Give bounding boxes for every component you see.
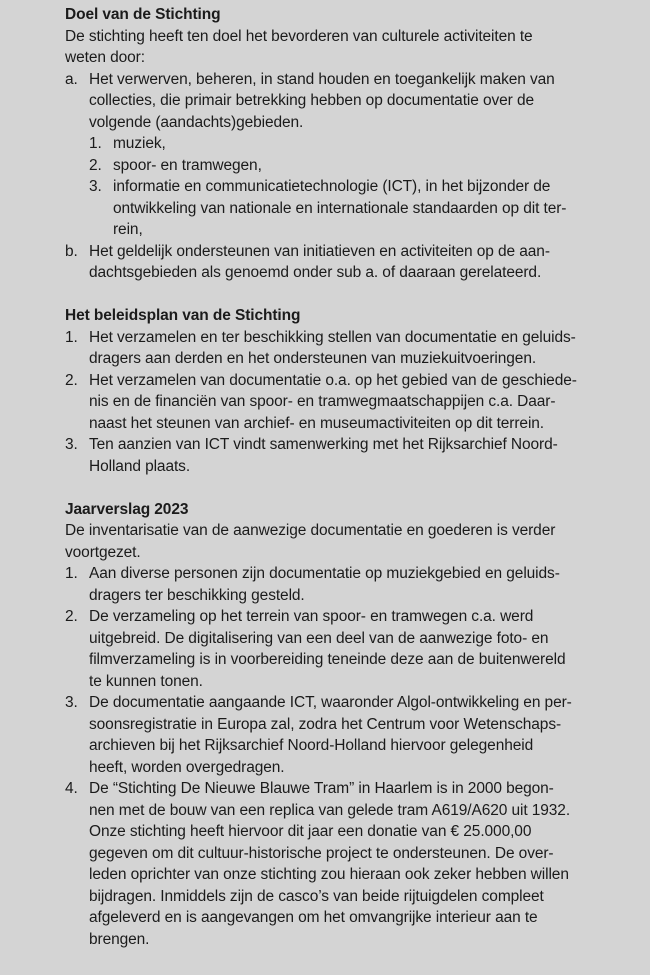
list-item-2 [65,370,612,435]
text-line: Aan diverse personen zijn documentatie op muziekgebied en geluids- [89,565,560,582]
text-line: afgeleverd en is aangevangen om het omvangrijke interieur aan te [89,909,538,926]
text-line: Het verzamelen van documentatie o.a. op het gebied van de geschiede- [89,371,577,389]
list-marker: 1. [65,565,78,582]
text-line: Het verzamelen en ter beschikking stellen van documentatie en geluids- [89,328,576,346]
list-marker: 1. [89,135,102,152]
list-item-body [89,692,612,778]
list-item-body [89,370,612,435]
text-line: Het verwerven, beheren, in stand houden en toegankelijk maken van [89,70,555,88]
list-item-1 [65,327,612,370]
list-marker: b. [65,242,78,260]
list-item-3 [65,434,612,477]
list-marker: 3. [65,694,78,711]
list-item-body [113,176,612,241]
text-line: brengen. [89,930,150,948]
text-line: uitgebreid. De digitalisering van een deel van de aanwezige foto- en [89,629,549,647]
text-line: De “Stichting De Nieuwe Blauwe Tram” in Haarlem is in 2000 begon- [89,780,554,797]
text-line: rein, [113,221,143,238]
text-line: dragers aan derden en het ondersteunen van muziekuitvoeringen. [89,350,537,367]
text-line: te kunnen tonen. [89,672,203,690]
section-heading: Doel van de Stichting [65,6,221,23]
list-item-body [89,69,612,134]
paragraph-line: voortgezet. [65,543,141,561]
list-marker: 2. [65,608,78,625]
section-doel-van-de-stichting [65,4,612,284]
text-line: spoor- en tramwegen, [113,156,262,174]
text-line: dragers ter beschikking gesteld. [89,586,305,604]
text-line: dachtsgebieden als genoemd onder sub a. of daaraan gerelateerd. [89,264,542,281]
list-item-b [65,241,612,284]
text-line: De documentatie aangaande ICT, waaronder Algol-ontwikkeling en per- [89,694,572,711]
text-line: Onze stichting heeft hiervoor dit jaar een donatie van € 25.000,00 [89,823,532,840]
list-marker: 3. [89,178,102,195]
paragraph-line: weten door: [65,49,145,66]
list-marker: 2. [89,156,102,174]
text-line: bijdragen. Inmiddels zijn de casco’s van beide rijtuigdelen compleet [89,887,544,905]
text-line: nis en de financiën van spoor- en tramwegmaatschappijen c.a. Daar- [89,393,556,410]
text-line: nen met de bouw van een replica van gelede tram A619/A620 uit 1932. [89,801,571,819]
text-line: soonsregistratie in Europa zal, zodra het Centrum voor Wetenschaps- [89,715,562,733]
list-marker: 1. [65,328,78,346]
text-line: filmverzameling is in voorbereiding teneinde deze aan de buitenwereld [89,651,566,668]
section-jaarverslag-2023 [65,499,612,951]
list-item-1 [65,563,612,606]
list-item-body [89,434,612,477]
section-heading: Jaarverslag 2023 [65,500,189,518]
text-line: naast het steunen van archief- en museumactiviteiten op dit terrein. [89,414,545,432]
list-item-body [89,241,612,284]
list-item-body [89,327,612,370]
text-line: ontwikkeling van nationale en internationale standaarden op dit ter- [113,199,567,217]
list-item-4 [65,778,612,950]
section-heading: Het beleidsplan van de Stichting [65,307,301,324]
text-line: volgende (aandachts)gebieden. [89,113,304,131]
text-line: Holland plaats. [89,457,191,475]
paragraph-line: De stichting heeft ten doel het bevorderen van culturele activiteiten te [65,27,533,45]
text-line: informatie en communicatietechnologie (ICT), in het bijzonder de [113,178,551,195]
list-item-a [65,69,612,134]
list-item-body [89,606,612,692]
list-item-body [113,155,612,177]
text-line: archieven bij het Rijksarchief Noord-Holland hiervoor gelegenheid [89,737,534,754]
list-marker: a. [65,70,78,88]
list-item-body [113,133,612,155]
sublist-item-1 [89,133,612,155]
text-line: Het geldelijk ondersteunen van initiatieven en activiteiten op de aan- [89,242,550,260]
text-line: leden oprichter van onze stichting zou hieraan ook zeker hebben willen [89,866,569,883]
list-marker: 2. [65,371,78,389]
list-marker: 4. [65,780,78,797]
list-marker: 3. [65,436,78,453]
text-line: gegeven om dit cultuur-historische project te ondersteunen. De over- [89,844,554,862]
paragraph-line: De inventarisatie van de aanwezige documentatie en goederen is verder [65,522,556,539]
list-item-body [89,563,612,606]
text-line: collecties, die primair betrekking hebben op documentatie over de [89,92,534,109]
list-item-3 [65,692,612,778]
sublist-item-2 [89,155,612,177]
text-line: De verzameling op het terrein van spoor- en tramwegen c.a. werd [89,608,534,625]
list-item-body [89,778,612,950]
text-line: Ten aanzien van ICT vindt samenwerking met het Rijksarchief Noord- [89,436,558,453]
text-line: muziek, [113,135,166,152]
section-beleidsplan [65,305,612,477]
list-item-2 [65,606,612,692]
text-line: heeft, worden overgedragen. [89,758,285,776]
sublist-item-3 [89,176,612,241]
